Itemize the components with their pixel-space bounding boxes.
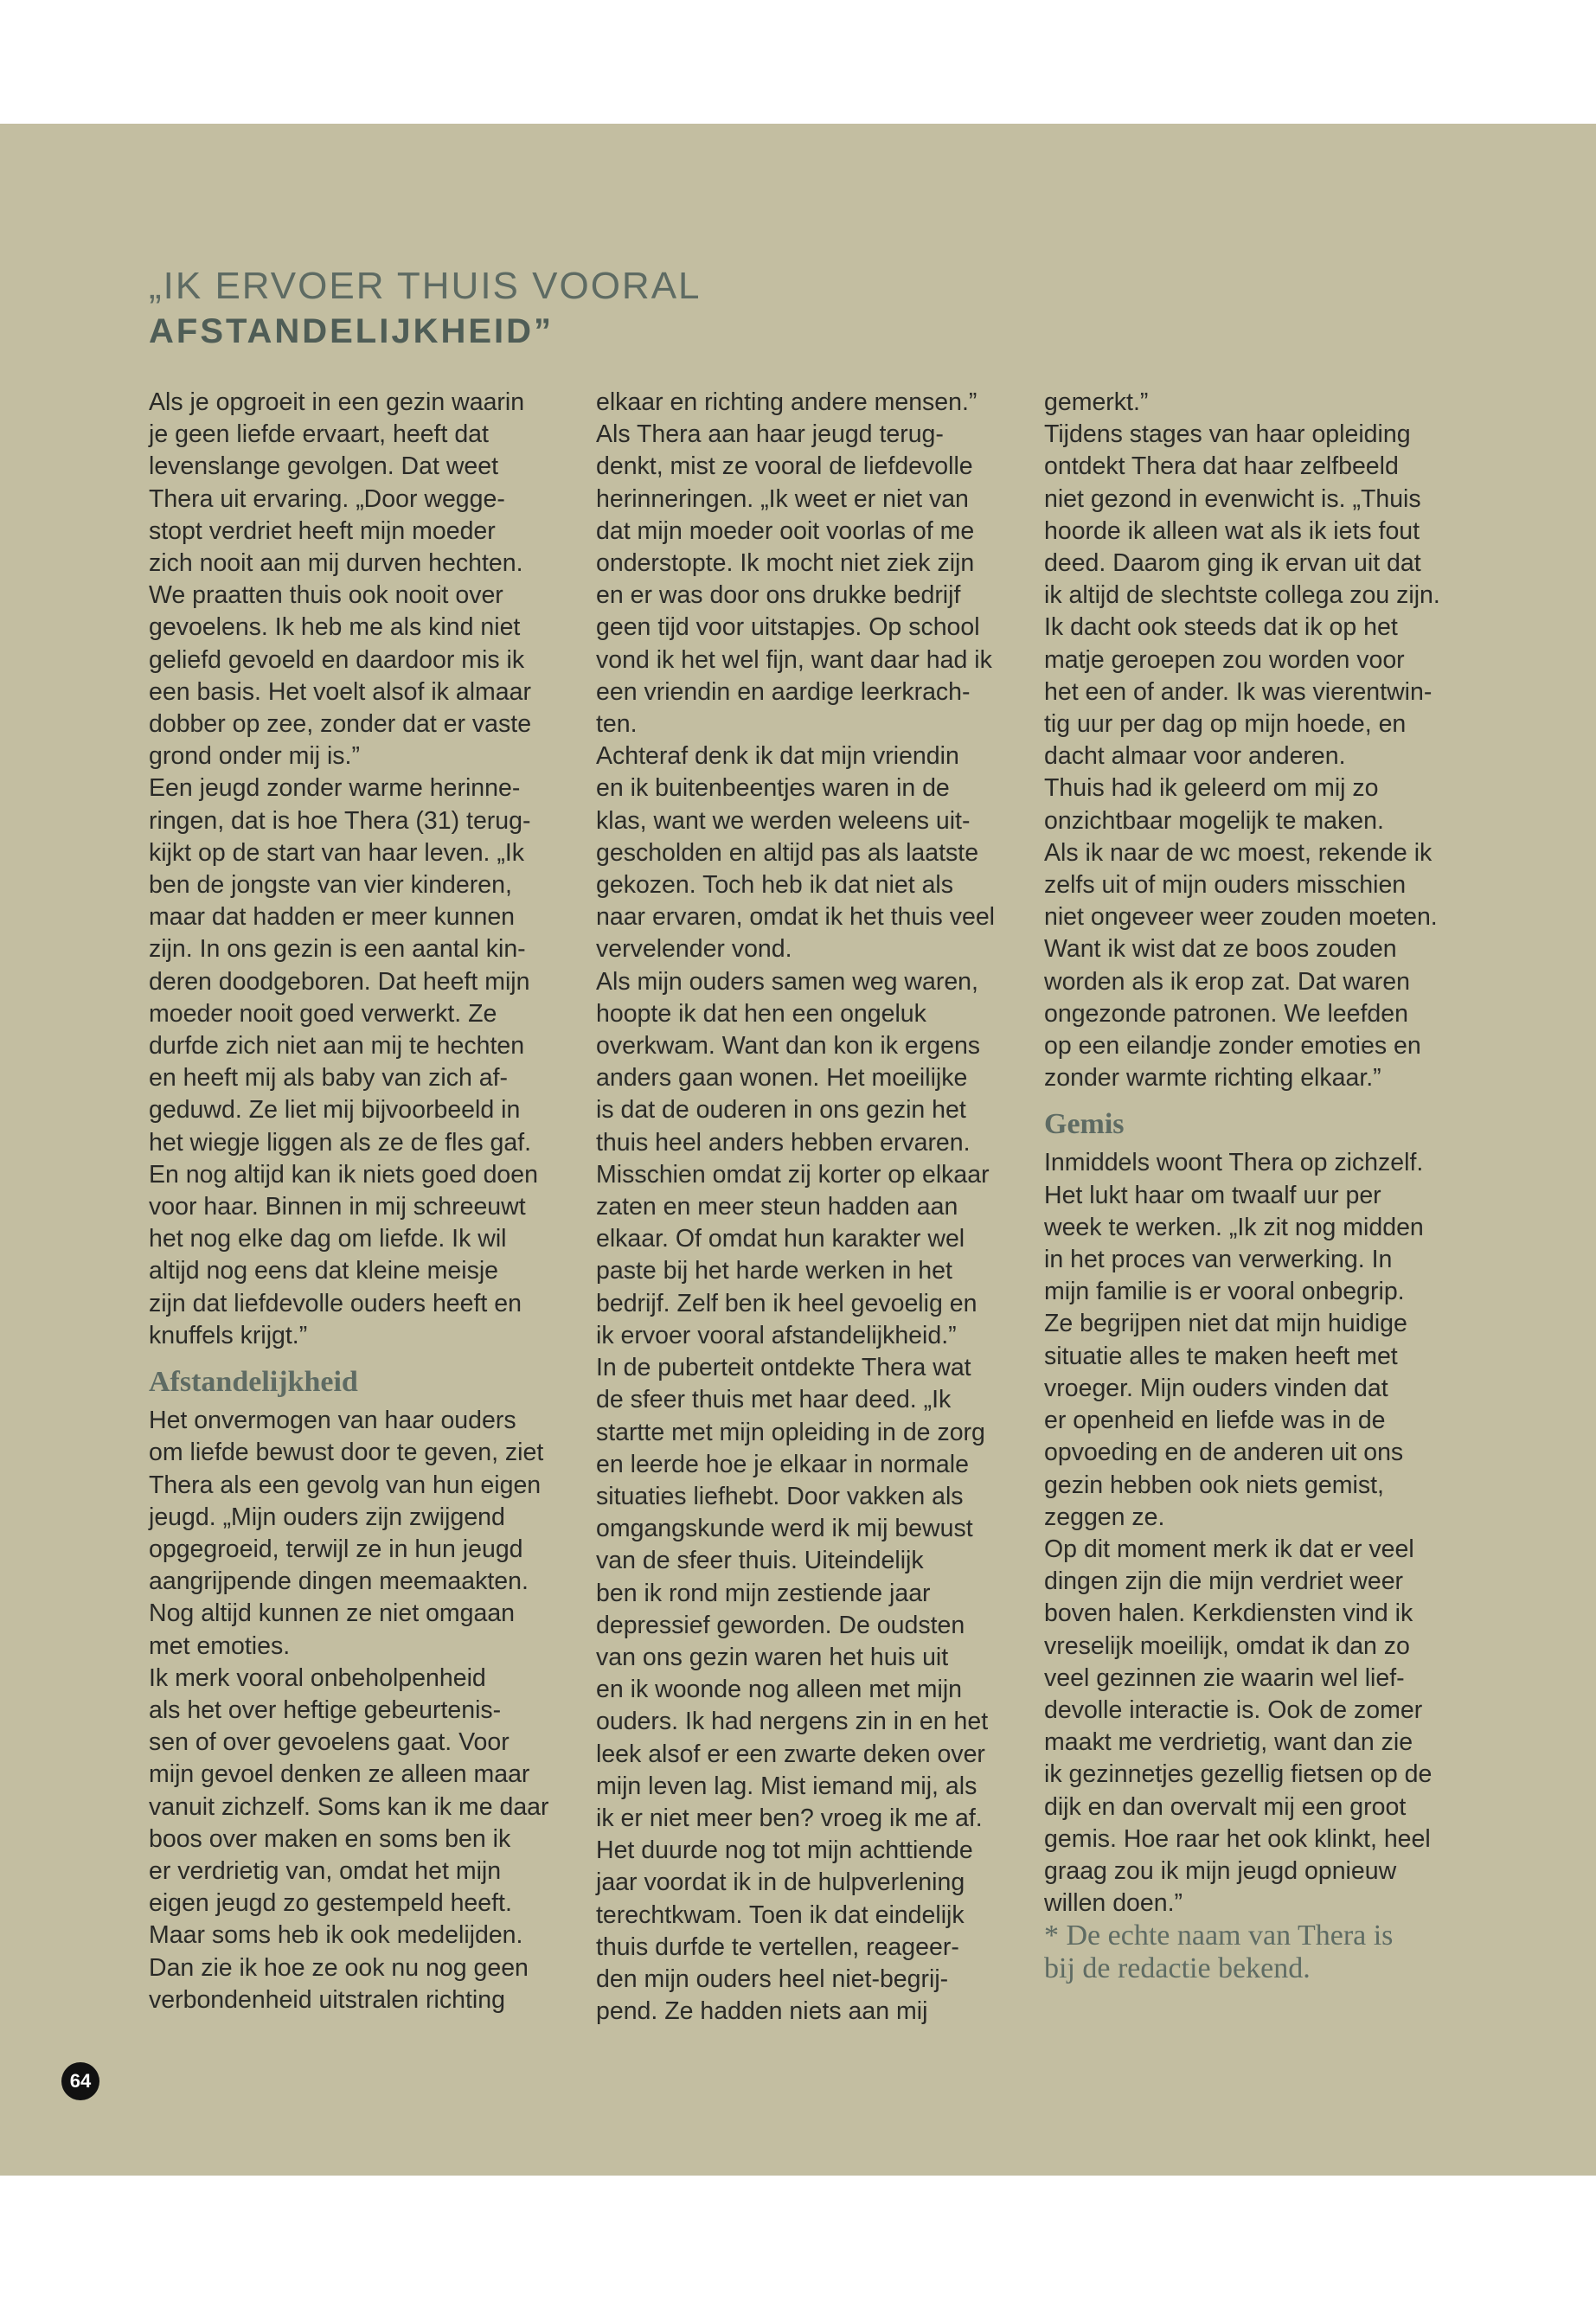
text-line: moeder nooit goed verwerkt. Ze: [149, 999, 497, 1028]
text-column-1: [149, 387, 581, 2016]
text-line: kijkt op de start van haar leven. „Ik: [149, 838, 525, 867]
paragraph: [1044, 387, 1477, 419]
text-line: de sfeer thuis met haar deed. „Ik: [596, 1386, 952, 1414]
text-line: mijn gevoel denken ze alleen maar: [149, 1760, 530, 1789]
text-line: pend. Ze hadden niets aan mij: [596, 1997, 928, 2026]
text-line: thuis heel anders hebben ervaren.: [596, 1128, 971, 1157]
text-line: week te werken. „Ik zit nog midden: [1044, 1213, 1424, 1241]
text-line: situaties liefhebt. Door vakken als: [596, 1482, 964, 1510]
text-line: er verdrietig van, omdat het mijn: [149, 1856, 502, 1885]
heading-line-1: „IK ERVOER THUIS VOORAL: [149, 265, 702, 307]
text-line: deren doodgeboren. Dat heeft mijn: [149, 967, 530, 996]
text-line: boos over maken en soms ben ik: [149, 1824, 511, 1853]
text-line: met emoties.: [149, 1631, 291, 1660]
text-line: Het lukt haar om twaalf uur per: [1044, 1181, 1381, 1209]
text-line: hoorde ik alleen wat als ik iets fout: [1044, 516, 1420, 545]
text-line: niet ongeveer weer zouden moeten.: [1044, 903, 1438, 932]
text-line: zeggen ze.: [1044, 1503, 1165, 1531]
text-line: Thera als een gevolg van hun eigen: [149, 1471, 542, 1499]
text-line: als het over heftige gebeurtenis-: [149, 1695, 502, 1724]
paragraph: [149, 772, 581, 1352]
text-line: dacht almaar voor anderen.: [1044, 742, 1346, 771]
text-line: Thera uit ervaring. „Door wegge-: [149, 484, 505, 513]
text-line: omgangskunde werd ik mij bewust: [596, 1515, 973, 1543]
text-line: dat mijn moeder ooit voorlas of me: [596, 516, 975, 545]
text-line: matje geroepen zou worden voor: [1044, 645, 1405, 674]
text-line: Inmiddels woont Thera op zichzelf.: [1044, 1149, 1424, 1177]
text-line: Als je opgroeit in een gezin waarin: [149, 388, 525, 416]
text-line: mijn leven lag. Mist iemand mij, als: [596, 1772, 977, 1800]
text-line: is dat de ouderen in ons gezin het: [596, 1096, 966, 1125]
text-line: zaten en meer steun hadden aan: [596, 1193, 958, 1221]
text-line: stopt verdriet heeft mijn moeder: [149, 516, 496, 545]
text-line: altijd nog eens dat kleine meisje: [149, 1257, 498, 1285]
heading-line-2: AFSTANDELIJKHEID”: [149, 312, 554, 350]
text-line: sen of over gevoelens gaat. Voor: [149, 1728, 510, 1757]
text-column-2: [596, 387, 1029, 2028]
text-line: Achteraf denk ik dat mijn vriendin: [596, 742, 959, 771]
text-line: vervelender vond.: [596, 935, 792, 964]
text-line: tig uur per dag op mijn hoede, en: [1044, 710, 1407, 739]
text-line: ontdekt Thera dat haar zelfbeeld: [1044, 452, 1399, 481]
footnote: [1044, 1920, 1477, 1985]
text-line: Een jeugd zonder warme herinne-: [149, 774, 521, 803]
text-line: zelfs uit of mijn ouders misschien: [1044, 871, 1407, 900]
text-line: en er was door ons drukke bedrijf: [596, 581, 961, 610]
text-line: een basis. Het voelt alsof ik almaar: [149, 677, 531, 706]
text-line: * De echte naam van Thera is: [1044, 1920, 1394, 1952]
paragraph: [596, 740, 1029, 965]
text-line: herinneringen. „Ik weet er niet van: [596, 484, 969, 513]
text-line: het nog elke dag om liefde. Ik wil: [149, 1225, 507, 1253]
text-line: vroeger. Mijn ouders vinden dat: [1044, 1374, 1388, 1402]
text-line: dingen zijn die mijn verdriet weer: [1044, 1567, 1404, 1596]
text-line: jeugd. „Mijn ouders zijn zwijgend: [149, 1503, 505, 1531]
text-line: Het duurde nog tot mijn achttiende: [596, 1836, 973, 1865]
paragraph: [149, 387, 581, 772]
paragraph: [1044, 1147, 1477, 1533]
text-line: verbondenheid uitstralen richting: [149, 1985, 505, 2014]
text-line: maakt me verdrietig, want dan zie: [1044, 1728, 1413, 1757]
text-line: elkaar. Of omdat hun karakter wel: [596, 1225, 965, 1253]
text-line: zonder warmte richting elkaar.”: [1044, 1064, 1381, 1093]
text-line: grond onder mij is.”: [149, 742, 360, 771]
text-line: eigen jeugd zo gestempeld heeft.: [149, 1889, 512, 1918]
text-line: Want ik wist dat ze boos zouden: [1044, 935, 1397, 964]
article-heading: [149, 264, 702, 354]
text-line: Dan zie ik hoe ze ook nu nog geen: [149, 1953, 529, 1982]
text-line: aangrijpende dingen meemaakten.: [149, 1567, 529, 1596]
paragraph: [1044, 419, 1477, 772]
text-line: vond ik het wel fijn, want daar had ik: [596, 645, 992, 674]
section-subheading: Gemis: [1044, 1108, 1125, 1141]
text-line: Misschien omdat zij korter op elkaar: [596, 1160, 990, 1189]
section-subheading: Afstandelijkheid: [149, 1366, 358, 1399]
text-line: paste bij het harde werken in het: [596, 1257, 952, 1285]
paragraph: [1044, 772, 1477, 1094]
text-line: thuis durfde te vertellen, reageer-: [596, 1932, 959, 1961]
text-line: levenslange gevolgen. Dat weet: [149, 452, 499, 481]
text-line: ongezonde patronen. We leefden: [1044, 999, 1408, 1028]
text-line: ten.: [596, 710, 638, 739]
text-line: dobber op zee, zonder dat er vaste: [149, 710, 532, 739]
text-line: zich nooit aan mij durven hechten.: [149, 549, 523, 578]
text-line: worden als ik erop zat. Dat waren: [1044, 967, 1410, 996]
text-line: graag zou ik mijn jeugd opnieuw: [1044, 1856, 1397, 1885]
text-line: Ze begrijpen niet dat mijn huidige: [1044, 1310, 1407, 1338]
text-line: terechtkwam. Toen ik dat eindelijk: [596, 1900, 965, 1929]
text-line: om liefde bewust door te geven, ziet: [149, 1439, 544, 1467]
text-line: opvoeding en de anderen uit ons: [1044, 1439, 1404, 1467]
text-line: het wiegje liggen als ze de fles gaf.: [149, 1128, 532, 1157]
text-line: In de puberteit ontdekte Thera wat: [596, 1354, 971, 1382]
text-line: gezin hebben ook niets gemist,: [1044, 1471, 1384, 1499]
text-line: gemis. Hoe raar het ook klinkt, heel: [1044, 1824, 1431, 1853]
text-line: overkwam. Want dan kon ik ergens: [596, 1032, 981, 1061]
text-line: ben ik rond mijn zestiende jaar: [596, 1579, 931, 1607]
text-line: willen doen.”: [1044, 1889, 1183, 1918]
text-line: mijn familie is er vooral onbegrip.: [1044, 1278, 1405, 1306]
paragraph: [596, 1352, 1029, 2028]
text-line: ik ervoer vooral afstandelijkheid.”: [596, 1321, 957, 1349]
text-line: Ik dacht ook steeds dat ik op het: [1044, 613, 1398, 642]
text-line: gemerkt.”: [1044, 388, 1149, 416]
text-line: hoopte ik dat hen een ongeluk: [596, 999, 926, 1028]
text-line: ben de jongste van vier kinderen,: [149, 871, 512, 900]
text-line: gevoelens. Ik heb me als kind niet: [149, 613, 521, 642]
text-line: jaar voordat ik in de hulpverlening: [596, 1868, 965, 1897]
text-line: Als ik naar de wc moest, rekende ik: [1044, 838, 1433, 867]
text-line: We praatten thuis ook nooit over: [149, 581, 503, 610]
text-line: anders gaan wonen. Het moeilijke: [596, 1064, 968, 1093]
text-line: Op dit moment merk ik dat er veel: [1044, 1535, 1414, 1563]
text-line: Als mijn ouders samen weg waren,: [596, 967, 978, 996]
text-line: ringen, dat is hoe Thera (31) terug-: [149, 806, 531, 835]
text-line: onderstopte. Ik mocht niet ziek zijn: [596, 549, 975, 578]
text-line: Maar soms heb ik ook medelijden.: [149, 1921, 523, 1950]
text-line: situatie alles te maken heeft met: [1044, 1342, 1398, 1370]
text-line: het een of ander. Ik was vierentwin-: [1044, 677, 1433, 706]
paragraph: [596, 387, 1029, 740]
text-line: je geen liefde ervaart, heeft dat: [149, 420, 489, 449]
text-line: depressief geworden. De oudsten: [596, 1611, 965, 1639]
text-line: op een eilandje zonder emoties en: [1044, 1032, 1421, 1061]
text-line: van de sfeer thuis. Uiteindelijk: [596, 1547, 924, 1575]
text-line: gescholden en altijd pas als laatste: [596, 838, 979, 867]
text-line: devolle interactie is. Ook de zomer: [1044, 1695, 1423, 1724]
text-line: En nog altijd kan ik niets goed doen: [149, 1160, 538, 1189]
text-line: in het proces van verwerking. In: [1044, 1246, 1393, 1274]
text-line: elkaar en richting andere mensen.”: [596, 388, 977, 416]
text-line: en heeft mij als baby van zich af-: [149, 1064, 509, 1093]
text-line: en ik buitenbeentjes waren in de: [596, 774, 950, 803]
text-line: zijn. In ons gezin is een aantal kin-: [149, 935, 526, 964]
text-line: onzichtbaar mogelijk te maken.: [1044, 806, 1384, 835]
paragraph: [596, 966, 1029, 1352]
text-line: geen tijd voor uitstapjes. Op school: [596, 613, 980, 642]
text-line: naar ervaren, omdat ik het thuis veel: [596, 903, 995, 932]
text-line: Thuis had ik geleerd om mij zo: [1044, 774, 1379, 803]
text-line: veel gezinnen zie waarin wel lief-: [1044, 1663, 1405, 1692]
text-line: zijn dat liefdevolle ouders heeft en: [149, 1289, 522, 1317]
text-line: geduwd. Ze liet mij bijvoorbeeld in: [149, 1096, 521, 1125]
text-line: ik er niet meer ben? vroeg ik me af.: [596, 1804, 983, 1832]
text-line: Ik merk vooral onbeholpenheid: [149, 1663, 486, 1692]
paragraph: [1044, 1534, 1477, 1920]
text-line: en leerde hoe je elkaar in normale: [596, 1450, 969, 1478]
paragraph: [149, 1405, 581, 1663]
text-line: Tijdens stages van haar opleiding: [1044, 420, 1411, 449]
text-line: startte met mijn opleiding in de zorg: [596, 1418, 985, 1446]
text-line: knuffels krijgt.”: [149, 1321, 308, 1349]
text-line: opgegroeid, terwijl ze in hun jeugd: [149, 1535, 523, 1563]
text-line: bedrijf. Zelf ben ik heel gevoelig en: [596, 1289, 977, 1317]
text-line: Nog altijd kunnen ze niet omgaan: [149, 1599, 516, 1628]
text-line: den mijn ouders heel niet-begrij-: [596, 1965, 949, 1993]
text-column-3: [1044, 387, 1477, 1985]
text-line: maar dat hadden er meer kunnen: [149, 903, 516, 932]
text-line: leek alsof er een zwarte deken over: [596, 1740, 985, 1768]
text-line: klas, want we werden weleens uit-: [596, 806, 971, 835]
text-line: bij de redactie bekend.: [1044, 1952, 1311, 1985]
page-number-badge: 64: [61, 2062, 99, 2100]
text-line: ouders. Ik had nergens zin in en het: [596, 1708, 989, 1736]
text-line: er openheid en liefde was in de: [1044, 1407, 1386, 1435]
text-line: gekozen. Toch heb ik dat niet als: [596, 871, 953, 900]
text-line: voor haar. Binnen in mij schreeuwt: [149, 1193, 526, 1221]
text-line: Als Thera aan haar jeugd terug-: [596, 420, 944, 449]
text-line: dijk en dan overvalt mij een groot: [1044, 1792, 1407, 1821]
text-line: vreselijk moeilijk, omdat ik dan zo: [1044, 1631, 1410, 1660]
text-line: Het onvermogen van haar ouders: [149, 1407, 516, 1435]
text-line: ik altijd de slechtste collega zou zijn.: [1044, 581, 1440, 610]
text-line: vanuit zichzelf. Soms kan ik me daar: [149, 1792, 549, 1821]
text-line: deed. Daarom ging ik ervan uit dat: [1044, 549, 1421, 578]
text-line: ik gezinnetjes gezellig fietsen op de: [1044, 1760, 1433, 1789]
paragraph: [149, 1663, 581, 2016]
text-line: en ik woonde nog alleen met mijn: [596, 1676, 963, 1704]
text-line: van ons gezin waren het huis uit: [596, 1643, 949, 1671]
text-line: durfde zich niet aan mij te hechten: [149, 1032, 525, 1061]
text-line: een vriendin en aardige leerkrach-: [596, 677, 971, 706]
text-line: geliefd gevoeld en daardoor mis ik: [149, 645, 525, 674]
text-line: niet gezond in evenwicht is. „Thuis: [1044, 484, 1421, 513]
text-line: denkt, mist ze vooral de liefdevolle: [596, 452, 973, 481]
text-line: boven halen. Kerkdiensten vind ik: [1044, 1599, 1413, 1628]
